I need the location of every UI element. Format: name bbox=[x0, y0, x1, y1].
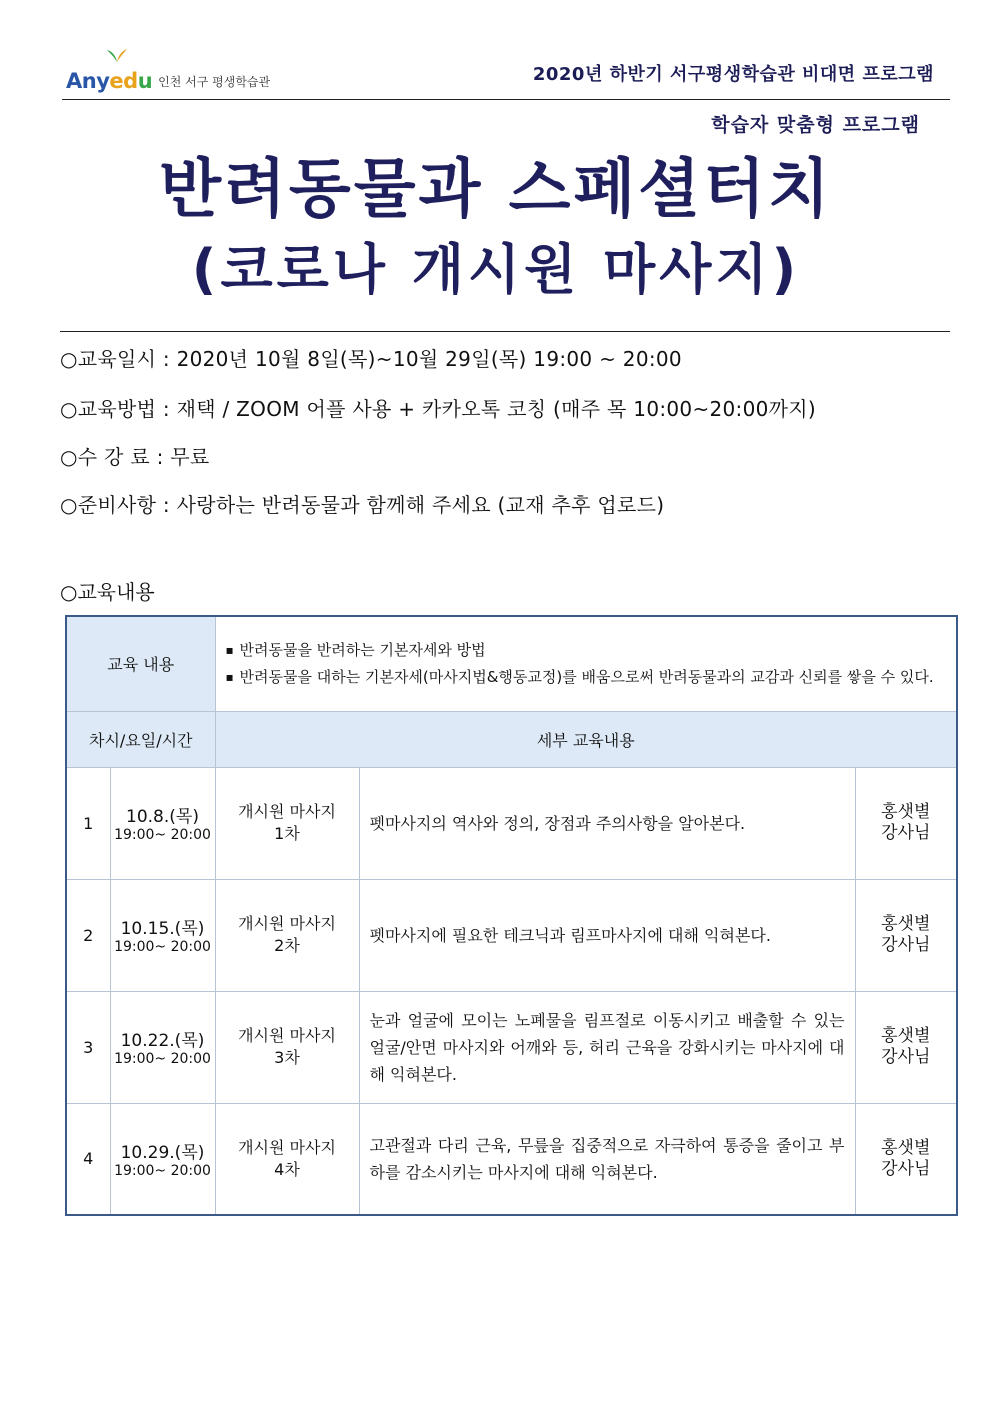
info-label: ○수 강 료 bbox=[60, 445, 150, 469]
col-header-session: 차시/요일/시간 bbox=[66, 711, 215, 767]
info-schedule bbox=[60, 343, 682, 372]
info-label: ○준비사항 bbox=[60, 493, 157, 517]
table-row bbox=[66, 1103, 957, 1215]
session-number: 4 bbox=[66, 1103, 110, 1215]
info-method bbox=[60, 393, 816, 422]
info-value: : 재택 / ZOOM 어플 사용 + 카카오톡 코칭 (매주 목 10:00~20:00까지) bbox=[156, 397, 816, 421]
session-topic: 개시원 마사지 3차 bbox=[215, 991, 359, 1103]
session-teacher: 홍샛별 강사님 bbox=[855, 991, 957, 1103]
session-teacher: 홍샛별 강사님 bbox=[855, 879, 957, 991]
info-value: : 사랑하는 반려동물과 함께해 주세요 (교재 추후 업로드) bbox=[156, 493, 665, 517]
col-header-detail: 세부 교육내용 bbox=[215, 711, 957, 767]
session-number: 1 bbox=[66, 767, 110, 879]
session-number: 2 bbox=[66, 879, 110, 991]
goal-item: ▪ 반려동물을 반려하는 기본자세와 방법 bbox=[226, 637, 947, 664]
program-type: 학습자 맞춤형 프로그램 bbox=[711, 114, 920, 136]
session-topic: 개시원 마사지 2차 bbox=[215, 879, 359, 991]
session-teacher: 홍샛별 강사님 bbox=[855, 767, 957, 879]
logo-wordmark: Anyedu bbox=[66, 69, 153, 93]
session-detail: 펫마사지의 역사와 정의, 장점과 주의사항을 알아본다. bbox=[359, 767, 855, 879]
anyedu-logo bbox=[66, 52, 270, 92]
logo-subtitle: 인천 서구 평생학습관 bbox=[158, 75, 271, 89]
goal-header: 교육 내용 bbox=[66, 616, 215, 711]
table-header-row bbox=[66, 711, 957, 767]
main-subtitle: (코로나 개시원 마사지) bbox=[191, 238, 801, 301]
session-number: 3 bbox=[66, 991, 110, 1103]
info-fee bbox=[60, 441, 210, 470]
section-label: ○교육내용 bbox=[60, 580, 155, 604]
session-detail: 펫마사지에 필요한 테크닉과 림프마사지에 대해 익혀본다. bbox=[359, 879, 855, 991]
sprout-icon bbox=[106, 48, 128, 62]
curriculum-table bbox=[65, 615, 958, 1216]
table-goal-row bbox=[66, 616, 957, 711]
goal-list bbox=[215, 616, 957, 711]
info-value: : 무료 bbox=[149, 445, 210, 469]
session-topic: 개시원 마사지 1차 bbox=[215, 767, 359, 879]
header-title: 2020년 하반기 서구평생학습관 비대면 프로그램 bbox=[532, 64, 934, 85]
table-row bbox=[66, 767, 957, 879]
session-date: 10.8.(목) 19:00~ 20:00 bbox=[110, 767, 215, 879]
session-detail: 고관절과 다리 근육, 무릎을 집중적으로 자극하여 통증을 줄이고 부하를 감소시키는 마사지에 대해 익혀본다. bbox=[359, 1103, 855, 1215]
goal-item: ▪ 반려동물을 대하는 기본자세(마사지법&행동교정)를 배움으로써 반려동물과의 교감과 신뢰를 쌓을 수 있다. bbox=[226, 664, 947, 691]
session-teacher: 홍샛별 강사님 bbox=[855, 1103, 957, 1215]
table-row bbox=[66, 991, 957, 1103]
session-date: 10.22.(목) 19:00~ 20:00 bbox=[110, 991, 215, 1103]
page-header bbox=[62, 44, 950, 100]
info-label: ○교육방법 bbox=[60, 397, 157, 421]
info-preparation bbox=[60, 489, 664, 518]
session-topic: 개시원 마사지 4차 bbox=[215, 1103, 359, 1215]
divider-line bbox=[60, 331, 950, 332]
info-value: : 2020년 10월 8일(목)~10월 29일(목) 19:00 ~ 20:00 bbox=[156, 347, 682, 371]
table-row bbox=[66, 879, 957, 991]
main-title: 반려동물과 스페셜터치 bbox=[159, 153, 833, 227]
info-label: ○교육일시 bbox=[60, 347, 157, 371]
session-detail: 눈과 얼굴에 모이는 노폐물을 림프절로 이동시키고 배출할 수 있는 얼굴/안면 마사지와 어깨와 등, 허리 근육을 강화시키는 마사지에 대해 익혀본다. bbox=[359, 991, 855, 1103]
session-date: 10.29.(목) 19:00~ 20:00 bbox=[110, 1103, 215, 1215]
session-date: 10.15.(목) 19:00~ 20:00 bbox=[110, 879, 215, 991]
